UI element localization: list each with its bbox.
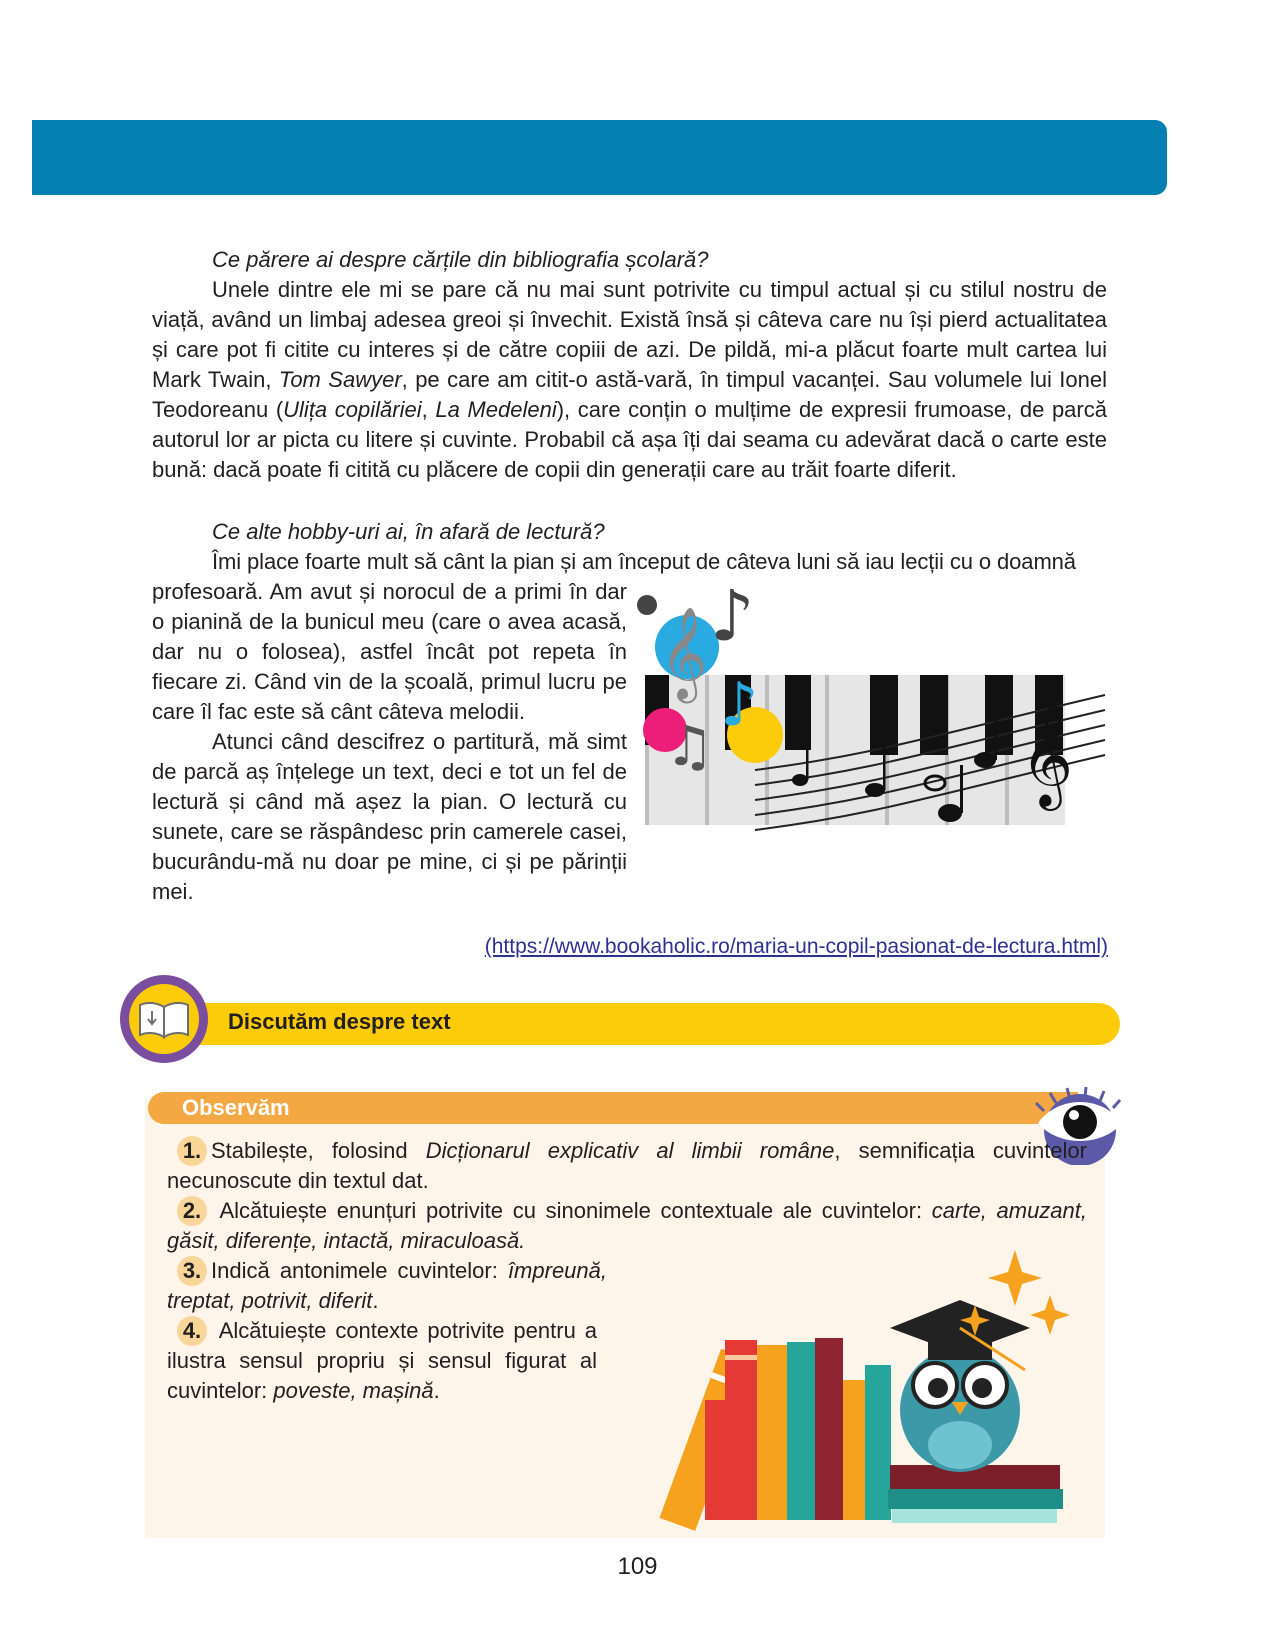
exercise-1 bbox=[167, 1136, 1087, 1196]
answer-1-text-c: ), care conțin o mulțime de expresii frumoase, de parcă autorul lor ar picta cu litere și cuvinte. Probabil că așa îți dai seama cu adevărat dacă o carte este bună: dacă poate fi citită cu plăcere de copii din generații care au trăit foarte diferit. bbox=[152, 397, 1107, 482]
interview-block-2 bbox=[152, 517, 1107, 577]
exercise-1-text: Stabilește, folosind bbox=[211, 1138, 426, 1163]
exercise-3-emphasis: împreună, treptat, potrivit, diferit bbox=[167, 1258, 607, 1313]
answer-1-sep: , bbox=[421, 397, 436, 422]
exercise-4-emphasis: poveste, mașină bbox=[273, 1378, 434, 1403]
page-number: 109 bbox=[617, 1553, 658, 1580]
piano-music-illustration bbox=[635, 585, 1115, 875]
exercise-number: 1. bbox=[177, 1136, 207, 1166]
section-badge bbox=[120, 975, 208, 1063]
answer-2-first-line: Îmi place foarte mult să cânt la pian și am început de câteva luni să iau lecții cu o doamnă bbox=[212, 549, 1076, 574]
question-1: Ce părere ai despre cărțile din bibliografia școlară? bbox=[212, 247, 709, 272]
answer-1-text-b: , pe care am citit-o astă-vară, în timpul vacanței. Sau volumele lui Ionel Teodoreanu ( bbox=[152, 367, 1107, 422]
exercise-1-emphasis: Dicționarul explicativ al limbii române bbox=[425, 1138, 835, 1163]
interview-block-2-continued bbox=[152, 577, 627, 907]
exercise-2-emphasis: carte, amuzant, găsit, diferențe, intactă, miraculoasă. bbox=[167, 1198, 1087, 1253]
source-link[interactable]: (https://www.bookaholic.ro/maria-un-copil-pasionat-de-lectura.html) bbox=[484, 935, 1108, 958]
exercise-4-text: Alcătuiește contexte potrivite pentru a ilustra sensul propriu și sensul figurat al cuvintelor: bbox=[167, 1318, 597, 1403]
answer-1 bbox=[152, 275, 1107, 485]
answer-2-rest: profesoară. Am avut și norocul de a primi în dar o pianină de la bunicul meu (care o avea acasă, dar nu o folosea), astfel încât pot repeta în fiecare zi. Când vin de la școală, primul lucru pe care îl fac este să cânt câteva melodii. bbox=[152, 579, 627, 724]
exercise-2 bbox=[167, 1196, 1087, 1256]
exercise-4 bbox=[167, 1316, 597, 1406]
svg-text:𝄞: 𝄞 bbox=[1020, 702, 1074, 807]
book-icon bbox=[138, 999, 190, 1039]
exercise-3 bbox=[167, 1256, 607, 1316]
badge-inner bbox=[129, 984, 199, 1054]
books-owl-illustration bbox=[630, 1250, 1100, 1535]
answer-3: Atunci când descifrez o partitură, mă simt de parcă aș înțelege un text, deci e tot un fel de lectură și când mă așez la pian. O lectură cu sunete, care se răspândesc prin camerele casei, bucurându-mă nu doar pe mine, ci și pe părinții mei. bbox=[152, 729, 627, 904]
observam-title: Observăm bbox=[182, 1095, 290, 1120]
svg-text:♫: ♫ bbox=[665, 714, 715, 778]
book-title-tom-sawyer: Tom Sawyer bbox=[278, 367, 402, 392]
book-title-medeleni: La Medeleni bbox=[435, 397, 557, 422]
exercise-1-text-end: , semnificația cuvintelor necunoscute din textul dat. bbox=[167, 1138, 1087, 1193]
question-2: Ce alte hobby-uri ai, în afară de lectură? bbox=[212, 519, 605, 544]
exercise-3-text: Indică antonimele cuvintelor: bbox=[211, 1258, 508, 1283]
chapter-header-bar bbox=[32, 120, 1167, 195]
svg-text:♪: ♪ bbox=[710, 585, 755, 657]
svg-text:♪: ♪ bbox=[720, 670, 759, 740]
section-title: Discutăm despre text bbox=[228, 1009, 451, 1034]
interview-block-1 bbox=[152, 245, 1107, 485]
svg-text:𝄞: 𝄞 bbox=[660, 606, 708, 699]
exercise-4-text-end: . bbox=[433, 1378, 440, 1403]
exercise-number: 4. bbox=[177, 1316, 207, 1346]
exercise-2-text: Alcătuiește enunțuri potrivite cu sinonimele contextuale ale cuvintelor: bbox=[211, 1198, 932, 1223]
exercise-3-text-end: . bbox=[372, 1288, 379, 1313]
exercise-number: 3. bbox=[177, 1256, 207, 1286]
exercise-number: 2. bbox=[177, 1196, 207, 1226]
answer-1-text-a: Unele dintre ele mi se pare că nu mai sunt potrivite cu timpul actual și cu stilul nostru de viață, având un limbaj adesea greoi și învechit. Există însă și câteva care nu își pierd actualitatea și care pot fi citite cu interes și de către copiii de azi. De pildă, mi-a plăcut foarte mult cartea lui Mark Twain, bbox=[152, 277, 1107, 392]
book-title-ulita: Ulița copilăriei bbox=[283, 397, 422, 422]
